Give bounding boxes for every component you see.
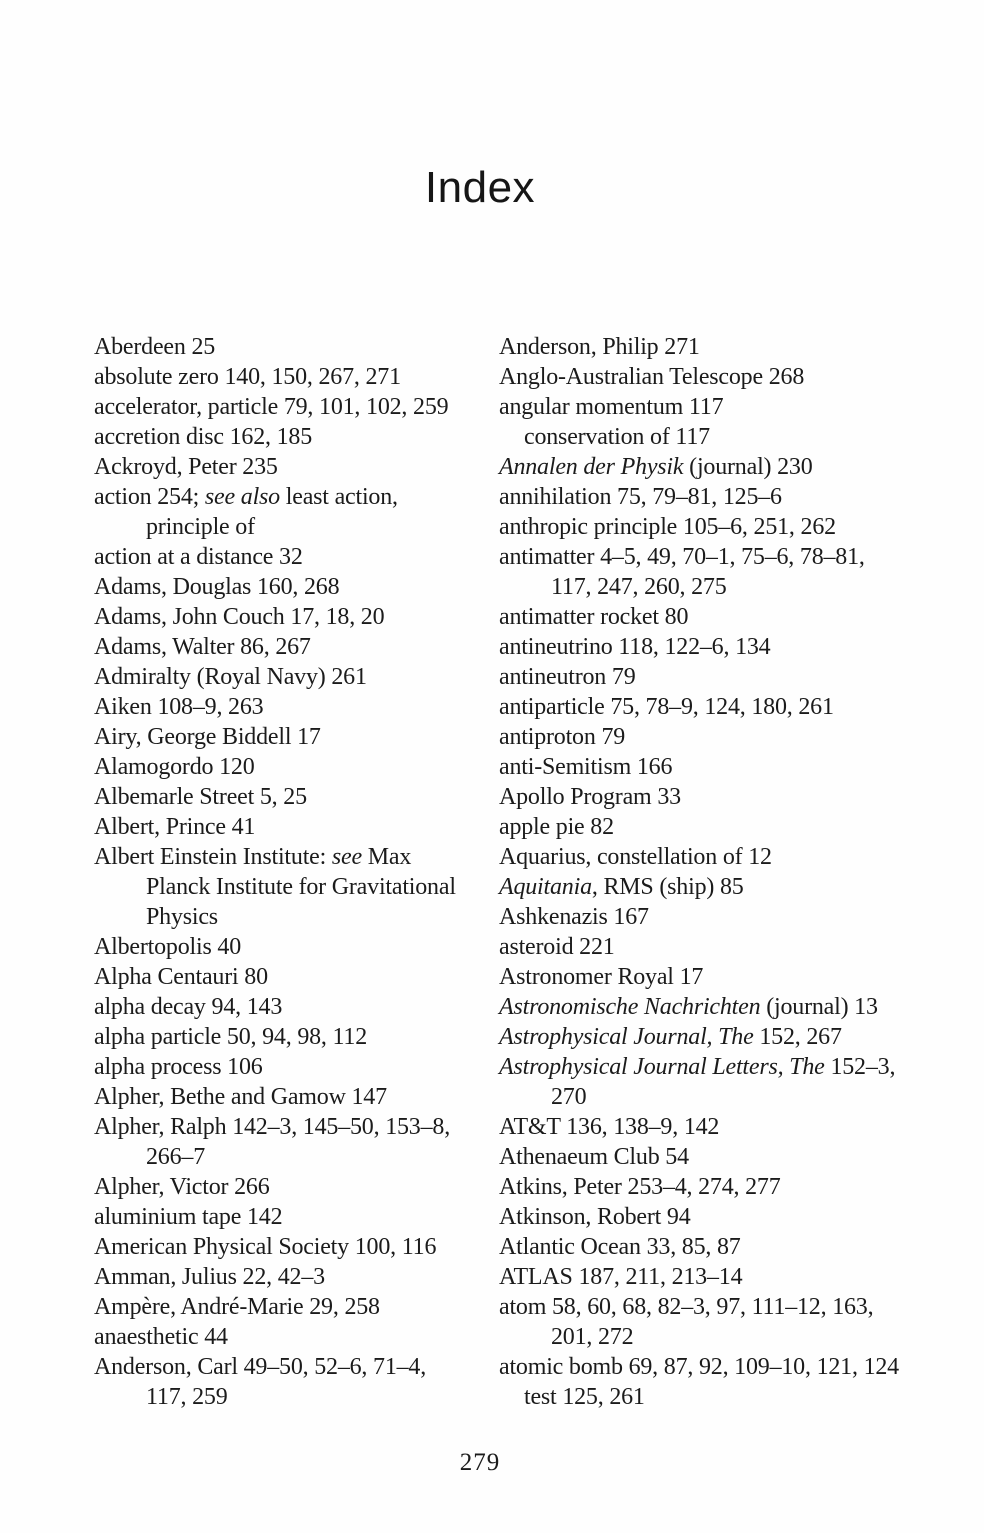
index-entry [94,722,494,752]
entry-segment: Planck Institute for Gravitational [146,874,456,900]
entry-segment: 270 [551,1084,587,1110]
index-entry [499,362,939,392]
index-runover-line [499,1082,939,1112]
index-runover-line [499,572,939,602]
entry-segment: atom 58, 60, 68, 82–3, 97, 111–12, 163, [499,1294,874,1320]
entry-segment: ATLAS 187, 211, 213–14 [499,1264,743,1290]
index-entry [94,932,494,962]
index-entry [94,482,494,512]
index-column-right [499,332,939,1412]
entry-segment: 152–3, [824,1054,896,1080]
index-subentry [499,1382,939,1412]
entry-segment: least action, [279,484,398,510]
index-runover-line [94,872,494,902]
index-runover-line [499,1322,939,1352]
entry-segment: Ampère, André-Marie 29, 258 [94,1294,380,1320]
entry-segment-italic: Astrophysical Journal, The [499,1024,754,1050]
entry-segment: accelerator, particle 79, 101, 102, 259 [94,394,449,420]
index-entry [499,1292,939,1322]
index-entry [94,422,494,452]
index-runover-line [94,512,494,542]
entry-segment: anthropic principle 105–6, 251, 262 [499,514,836,540]
entry-segment: Apollo Program 33 [499,784,681,810]
index-entry [499,902,939,932]
entry-segment: (journal) 230 [683,454,813,480]
entry-segment: Aiken 108–9, 263 [94,694,264,720]
entry-segment: antimatter 4–5, 49, 70–1, 75–6, 78–81, [499,544,865,570]
entry-segment: Physics [146,904,218,930]
index-entry [94,1292,494,1322]
entry-segment: antineutron 79 [499,664,636,690]
index-entry [94,782,494,812]
entry-segment-italic: see [331,844,362,870]
index-entry [499,992,939,1022]
index-entry [499,932,939,962]
entry-segment: Alpher, Bethe and Gamow 147 [94,1084,387,1110]
index-entry [499,1112,939,1142]
index-runover-line [94,1142,494,1172]
index-entry [499,962,939,992]
index-entry [499,1352,939,1382]
entry-segment: Aquarius, constellation of 12 [499,844,772,870]
index-entry [94,962,494,992]
index-entry [94,1352,494,1382]
index-entry [499,602,939,632]
index-entry [499,1262,939,1292]
entry-segment: anaesthetic 44 [94,1324,228,1350]
entry-segment: Aberdeen 25 [94,334,216,360]
index-entry [94,332,494,362]
index-entry [94,1232,494,1262]
entry-segment: Alpher, Victor 266 [94,1174,270,1200]
entry-segment: Anglo-Australian Telescope 268 [499,364,805,390]
entry-segment: antiparticle 75, 78–9, 124, 180, 261 [499,694,834,720]
entry-segment: alpha decay 94, 143 [94,994,283,1020]
entry-segment: accretion disc 162, 185 [94,424,312,450]
index-entry [94,1082,494,1112]
entry-segment: alpha process 106 [94,1054,263,1080]
entry-segment: conservation of 117 [524,424,710,450]
index-entry [94,752,494,782]
entry-segment: Airy, George Biddell 17 [94,724,321,750]
entry-segment: Astronomer Royal 17 [499,964,704,990]
entry-segment: Ashkenazis 167 [499,904,649,930]
index-entry [94,1022,494,1052]
entry-segment-italic: Astronomische Nachrichten [499,994,761,1020]
entry-segment: , RMS (ship) 85 [591,874,744,900]
index-entry [499,482,939,512]
entry-segment: Albert Einstein Institute: [94,844,332,870]
entry-segment: Atkins, Peter 253–4, 274, 277 [499,1174,781,1200]
entry-segment: asteroid 221 [499,934,615,960]
index-runover-line [94,902,494,932]
entry-segment: 266–7 [146,1144,206,1170]
entry-segment: Adams, Douglas 160, 268 [94,574,340,600]
index-column-left [94,332,494,1412]
index-entry [94,692,494,722]
index-entry [94,602,494,632]
entry-segment: Albert, Prince 41 [94,814,256,840]
entry-segment: Anderson, Carl 49–50, 52–6, 71–4, [94,1354,427,1380]
index-runover-line [94,1382,494,1412]
index-entry [499,1052,939,1082]
entry-segment: test 125, 261 [524,1384,645,1410]
entry-segment: Admiralty (Royal Navy) 261 [94,664,367,690]
entry-segment: Atkinson, Robert 94 [499,1204,691,1230]
index-entry [499,662,939,692]
index-entry [94,1172,494,1202]
entry-segment: Alamogordo 120 [94,754,255,780]
entry-segment: Albertopolis 40 [94,934,241,960]
index-entry [499,512,939,542]
index-entry [94,632,494,662]
entry-segment: 201, 272 [551,1324,634,1350]
index-entry [94,662,494,692]
entry-segment-italic: Astrophysical Journal Letters, The [499,1054,825,1080]
entry-segment: Max [361,844,412,870]
page-title: Index [424,163,536,213]
entry-segment: Adams, John Couch 17, 18, 20 [94,604,385,630]
entry-segment: Anderson, Philip 271 [499,334,700,360]
index-entry [94,842,494,872]
entry-segment: Alpha Centauri 80 [94,964,268,990]
entry-segment: antineutrino 118, 122–6, 134 [499,634,771,660]
entry-segment: action at a distance 32 [94,544,303,570]
index-entry [94,392,494,422]
entry-segment: action 254; [94,484,205,510]
index-entry [499,452,939,482]
entry-segment: American Physical Society 100, 116 [94,1234,437,1260]
index-entry [499,1172,939,1202]
index-entry [94,1322,494,1352]
index-entry [499,842,939,872]
index-entry [499,332,939,362]
entry-segment: Alpher, Ralph 142–3, 145–50, 153–8, [94,1114,451,1140]
entry-segment: Adams, Walter 86, 267 [94,634,311,660]
index-entry [499,872,939,902]
entry-segment: absolute zero 140, 150, 267, 271 [94,364,401,390]
index-entry [94,1202,494,1232]
entry-segment: Amman, Julius 22, 42–3 [94,1264,325,1290]
entry-segment: Albemarle Street 5, 25 [94,784,307,810]
entry-segment: Atlantic Ocean 33, 85, 87 [499,1234,741,1260]
index-entry [499,1232,939,1262]
entry-segment: Ackroyd, Peter 235 [94,454,278,480]
index-entry [499,392,939,422]
index-entry [94,1052,494,1082]
entry-segment: antiproton 79 [499,724,626,750]
index-entry [499,542,939,572]
index-entry [499,1022,939,1052]
index-entry [94,812,494,842]
entry-segment-italic: Aquitania [499,874,592,900]
entry-segment: 117, 259 [146,1384,228,1410]
index-entry [94,992,494,1022]
index-entry [499,782,939,812]
entry-segment-italic: see also [204,484,280,510]
index-entry [94,542,494,572]
index-entry [94,362,494,392]
entry-segment: AT&T 136, 138–9, 142 [499,1114,720,1140]
entry-segment: angular momentum 117 [499,394,724,420]
index-entry [499,1142,939,1172]
index-entry [499,812,939,842]
entry-segment: anti-Semitism 166 [499,754,673,780]
index-entry [94,572,494,602]
entry-segment: 117, 247, 260, 275 [551,574,727,600]
index-entry [499,1202,939,1232]
entry-segment-italic: Annalen der Physik [499,454,684,480]
index-entry [94,1112,494,1142]
index-entry [499,692,939,722]
index-subentry [499,422,939,452]
entry-segment: (journal) 13 [760,994,878,1020]
index-entry [499,752,939,782]
index-entry [499,632,939,662]
entry-segment: 152, 267 [753,1024,842,1050]
entry-segment: annihilation 75, 79–81, 125–6 [499,484,782,510]
index-entry [499,722,939,752]
entry-segment: Athenaeum Club 54 [499,1144,689,1170]
index-entry [94,1262,494,1292]
entry-segment: antimatter rocket 80 [499,604,689,630]
page-number: 279 [459,1449,501,1476]
index-entry [94,452,494,482]
entry-segment: atomic bomb 69, 87, 92, 109–10, 121, 124 [499,1354,899,1380]
entry-segment: aluminium tape 142 [94,1204,283,1230]
entry-segment: alpha particle 50, 94, 98, 112 [94,1024,368,1050]
entry-segment: apple pie 82 [499,814,614,840]
entry-segment: principle of [146,514,255,540]
